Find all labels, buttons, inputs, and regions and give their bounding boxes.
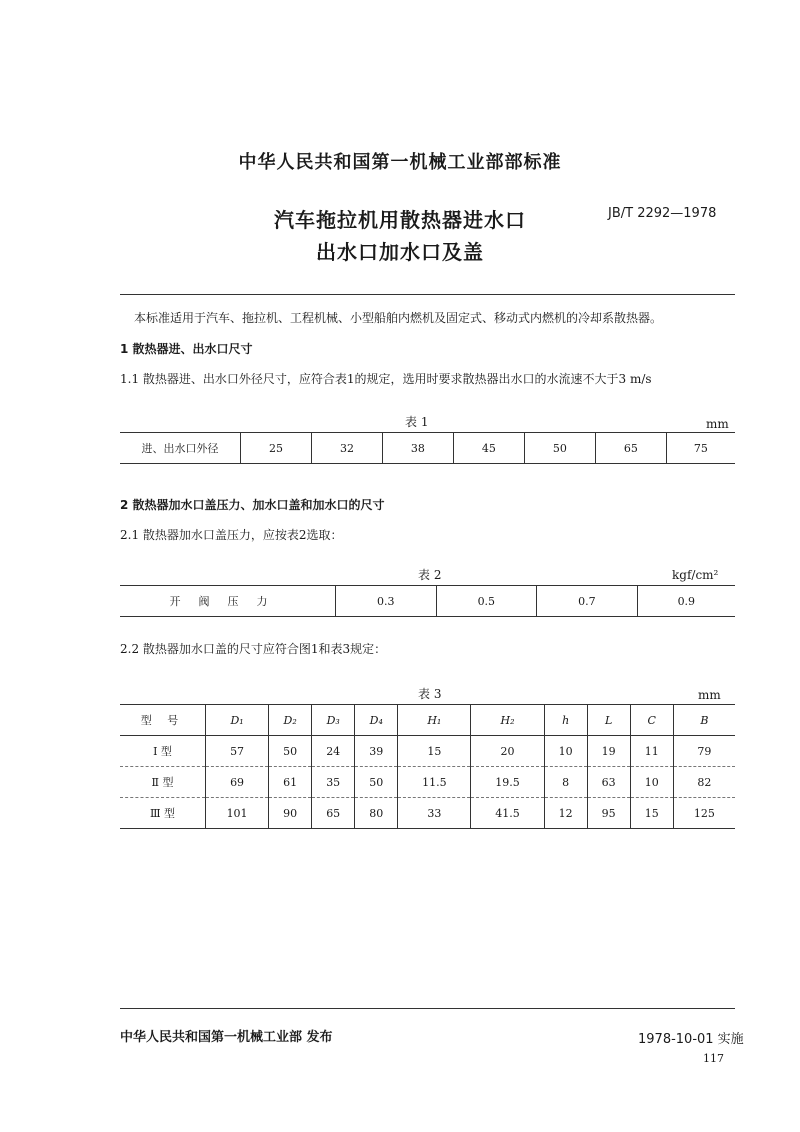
table-cell: 63	[587, 767, 630, 798]
table-row	[120, 736, 735, 767]
table2-unit: kgf/cm²	[672, 568, 719, 582]
table-cell: 50	[524, 433, 595, 464]
table-cell: 65	[595, 433, 666, 464]
column-header: D₂	[269, 705, 312, 736]
table-cell: 19	[587, 736, 630, 767]
document-title-line2: 出水口加水口及盖	[316, 240, 484, 264]
table3-unit: mm	[698, 688, 721, 702]
table-cell: 0.3	[336, 586, 437, 617]
table-cell: 0.7	[537, 586, 638, 617]
table-cell: 80	[355, 798, 398, 829]
table-cell: 50	[355, 767, 398, 798]
document-title-line1: 汽车拖拉机用散热器进水口	[274, 208, 526, 232]
section-2-heading: 2 散热器加水口盖压力、加水口盖和加水口的尺寸	[120, 498, 385, 512]
table-cell: 61	[269, 767, 312, 798]
column-header: D₁	[206, 705, 269, 736]
table-cell: 45	[453, 433, 524, 464]
table-cell: 75	[666, 433, 735, 464]
table-cell: Ⅱ 型	[151, 776, 174, 789]
clause-2-1: 2.1 散热器加水口盖压力，应按表2选取：	[120, 528, 343, 542]
table1-caption: 表 1	[405, 415, 429, 429]
table-cell: 79	[673, 736, 735, 767]
effective-date: 1978-10-01 实施	[638, 1032, 744, 1047]
table3-caption: 表 3	[418, 687, 442, 701]
footer-rule	[120, 1008, 735, 1009]
table-1	[120, 432, 735, 464]
section-1-heading: 1 散热器进、出水口尺寸	[120, 342, 253, 356]
column-header: H₁	[398, 705, 471, 736]
table-cell: 33	[398, 798, 471, 829]
table-cell: 39	[355, 736, 398, 767]
page-number: 117	[703, 1052, 724, 1065]
table-3	[120, 704, 735, 829]
table-cell: 24	[312, 736, 355, 767]
table2-row-label: 开阀压力	[169, 595, 286, 608]
clause-2-2: 2.2 散热器加水口盖的尺寸应符合图1和表3规定：	[120, 642, 387, 656]
table1-unit: mm	[706, 417, 729, 431]
table-cell: 101	[206, 798, 269, 829]
table-cell: 15	[630, 798, 673, 829]
standard-number: JB/T 2292—1978	[608, 206, 717, 221]
table-cell: 35	[312, 767, 355, 798]
column-header: H₂	[471, 705, 544, 736]
table-row	[120, 586, 735, 617]
table-cell: 10	[544, 736, 587, 767]
table-cell: 41.5	[471, 798, 544, 829]
publisher: 中华人民共和国第一机械工业部 发布	[120, 1030, 333, 1045]
table-cell: 82	[673, 767, 735, 798]
table-cell: Ⅰ 型	[153, 745, 172, 758]
table-cell: 0.9	[637, 586, 735, 617]
table1-row-label: 进、出水口外径	[141, 442, 219, 455]
column-header: C	[630, 705, 673, 736]
table-cell: 57	[206, 736, 269, 767]
table-cell: 20	[471, 736, 544, 767]
table-cell: 65	[312, 798, 355, 829]
table-cell: 125	[673, 798, 735, 829]
table-2	[120, 585, 735, 617]
table-header-row	[120, 705, 735, 736]
table-cell: 50	[269, 736, 312, 767]
column-header: h	[544, 705, 587, 736]
table-cell: 95	[587, 798, 630, 829]
column-header: D₄	[355, 705, 398, 736]
clause-1-1: 1.1 散热器进、出水口外径尺寸，应符合表1的规定，选用时要求散热器出水口的水流速不大于3 m/s	[120, 372, 652, 386]
table-row	[120, 767, 735, 798]
column-header: D₃	[312, 705, 355, 736]
table-cell: 38	[382, 433, 453, 464]
table-row	[120, 433, 735, 464]
table-cell: Ⅲ 型	[149, 807, 176, 820]
table-cell: 15	[398, 736, 471, 767]
table-cell: 25	[241, 433, 312, 464]
table-cell: 69	[206, 767, 269, 798]
column-header: B	[673, 705, 735, 736]
table-cell: 10	[630, 767, 673, 798]
table-cell: 90	[269, 798, 312, 829]
table2-caption: 表 2	[418, 568, 442, 582]
table-cell: 8	[544, 767, 587, 798]
column-header: L	[587, 705, 630, 736]
table-cell: 0.5	[436, 586, 537, 617]
column-header: 型 号	[140, 714, 185, 727]
table-row	[120, 798, 735, 829]
table-cell: 11	[630, 736, 673, 767]
issuing-organization: 中华人民共和国第一机械工业部部标准	[238, 152, 562, 173]
table-cell: 32	[311, 433, 382, 464]
table-cell: 19.5	[471, 767, 544, 798]
table-cell: 12	[544, 798, 587, 829]
intro-paragraph: 本标准适用于汽车、拖拉机、工程机械、小型船舶内燃机及固定式、移动式内燃机的冷却系散热器。	[134, 311, 663, 325]
table-cell: 11.5	[398, 767, 471, 798]
header-rule	[120, 294, 735, 295]
